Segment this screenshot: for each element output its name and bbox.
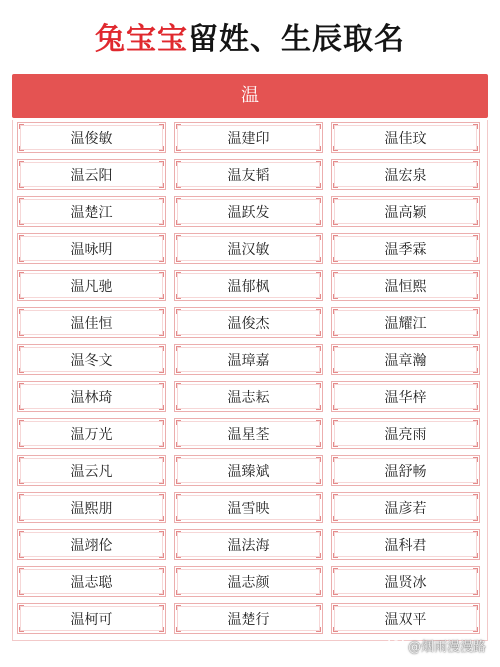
name-text: 温志耘: [227, 389, 270, 406]
name-cell: [174, 529, 323, 560]
corner-ornament: [176, 457, 181, 462]
name-cell: [331, 196, 480, 227]
corner-ornament: [316, 161, 321, 166]
corner-ornament: [316, 479, 321, 484]
name-text: 温志聪: [70, 574, 113, 591]
page-title: [0, 18, 500, 62]
corner-ornament: [176, 124, 181, 129]
corner-ornament: [473, 198, 478, 203]
name-text: 温双平: [384, 611, 427, 628]
corner-ornament: [473, 272, 478, 277]
name-grid: [12, 120, 488, 641]
corner-ornament: [159, 516, 164, 521]
corner-ornament: [316, 368, 321, 373]
corner-ornament: [333, 553, 338, 558]
corner-ornament: [159, 220, 164, 225]
name-text: 温璋嘉: [227, 352, 270, 369]
corner-ornament: [473, 146, 478, 151]
name-text: 温凡驰: [70, 278, 113, 295]
title-brand: 兔宝宝: [95, 22, 188, 57]
corner-ornament: [316, 198, 321, 203]
name-text: 温贤冰: [384, 574, 427, 591]
name-cell: [17, 270, 166, 301]
corner-ornament: [473, 420, 478, 425]
corner-ornament: [159, 457, 164, 462]
corner-ornament: [176, 272, 181, 277]
corner-ornament: [176, 161, 181, 166]
name-cell: [17, 381, 166, 412]
name-text: 温雪映: [227, 500, 270, 517]
corner-ornament: [473, 309, 478, 314]
name-cell: [17, 455, 166, 486]
corner-ornament: [159, 568, 164, 573]
name-cell: [174, 381, 323, 412]
corner-ornament: [333, 605, 338, 610]
corner-ornament: [19, 420, 24, 425]
corner-ornament: [333, 516, 338, 521]
corner-ornament: [316, 383, 321, 388]
corner-ornament: [316, 605, 321, 610]
corner-ornament: [19, 198, 24, 203]
name-cell: [17, 307, 166, 338]
name-cell: [331, 159, 480, 190]
corner-ornament: [159, 383, 164, 388]
name-text: 温章瀚: [384, 352, 427, 369]
name-cell: [174, 603, 323, 634]
name-text: 温楚行: [227, 611, 270, 628]
corner-ornament: [176, 627, 181, 632]
corner-ornament: [176, 605, 181, 610]
corner-ornament: [473, 220, 478, 225]
name-cell: [174, 196, 323, 227]
name-cell: [174, 233, 323, 264]
corner-ornament: [473, 294, 478, 299]
corner-ornament: [19, 146, 24, 151]
corner-ornament: [176, 479, 181, 484]
corner-ornament: [333, 590, 338, 595]
corner-ornament: [316, 146, 321, 151]
corner-ornament: [316, 294, 321, 299]
name-text: 温志颜: [227, 574, 270, 591]
corner-ornament: [473, 531, 478, 536]
corner-ornament: [159, 161, 164, 166]
corner-ornament: [473, 627, 478, 632]
corner-ornament: [316, 420, 321, 425]
corner-ornament: [316, 590, 321, 595]
corner-ornament: [19, 161, 24, 166]
corner-ornament: [159, 331, 164, 336]
name-text: 温臻斌: [227, 463, 270, 480]
name-text: 温跃发: [227, 204, 270, 221]
corner-ornament: [316, 457, 321, 462]
corner-ornament: [159, 294, 164, 299]
corner-ornament: [333, 294, 338, 299]
corner-ornament: [19, 235, 24, 240]
corner-ornament: [176, 405, 181, 410]
corner-ornament: [19, 368, 24, 373]
name-cell: [174, 566, 323, 597]
corner-ornament: [316, 627, 321, 632]
corner-ornament: [333, 235, 338, 240]
corner-ornament: [19, 494, 24, 499]
corner-ornament: [473, 331, 478, 336]
corner-ornament: [19, 516, 24, 521]
name-cell: [17, 196, 166, 227]
name-text: 温亮雨: [384, 426, 427, 443]
corner-ornament: [333, 479, 338, 484]
corner-ornament: [473, 590, 478, 595]
corner-ornament: [316, 331, 321, 336]
name-cell: [174, 344, 323, 375]
corner-ornament: [333, 531, 338, 536]
name-cell: [331, 270, 480, 301]
corner-ornament: [473, 516, 478, 521]
corner-ornament: [333, 383, 338, 388]
name-cell: [17, 603, 166, 634]
corner-ornament: [159, 442, 164, 447]
corner-ornament: [176, 420, 181, 425]
corner-ornament: [316, 568, 321, 573]
name-text: 温万光: [70, 426, 113, 443]
corner-ornament: [473, 183, 478, 188]
name-text: 温高颖: [384, 204, 427, 221]
corner-ornament: [176, 183, 181, 188]
name-cell: [174, 492, 323, 523]
name-cell: [17, 566, 166, 597]
corner-ornament: [176, 257, 181, 262]
corner-ornament: [159, 124, 164, 129]
watermark: [388, 635, 486, 655]
corner-ornament: [19, 383, 24, 388]
corner-ornament: [159, 531, 164, 536]
corner-ornament: [333, 146, 338, 151]
corner-ornament: [316, 494, 321, 499]
name-text: 温华梓: [384, 389, 427, 406]
corner-ornament: [19, 442, 24, 447]
corner-ornament: [316, 346, 321, 351]
corner-ornament: [333, 494, 338, 499]
corner-ornament: [19, 220, 24, 225]
corner-ornament: [333, 457, 338, 462]
corner-ornament: [159, 590, 164, 595]
corner-ornament: [176, 294, 181, 299]
corner-ornament: [176, 146, 181, 151]
corner-ornament: [19, 531, 24, 536]
corner-ornament: [159, 368, 164, 373]
corner-ornament: [176, 442, 181, 447]
corner-ornament: [176, 553, 181, 558]
name-text: 温建印: [227, 130, 270, 147]
name-text: 温云凡: [70, 463, 113, 480]
corner-ornament: [333, 368, 338, 373]
corner-ornament: [333, 420, 338, 425]
corner-ornament: [316, 309, 321, 314]
corner-ornament: [333, 272, 338, 277]
name-text: 温佳玟: [384, 130, 427, 147]
corner-ornament: [473, 479, 478, 484]
name-cell: [331, 381, 480, 412]
corner-ornament: [473, 605, 478, 610]
name-text: 温冬文: [70, 352, 113, 369]
corner-ornament: [316, 183, 321, 188]
corner-ornament: [19, 590, 24, 595]
corner-ornament: [333, 331, 338, 336]
corner-ornament: [473, 568, 478, 573]
name-text: 温季霖: [384, 241, 427, 258]
corner-ornament: [159, 553, 164, 558]
name-text: 温星荃: [227, 426, 270, 443]
name-text: 温云阳: [70, 167, 113, 184]
name-cell: [17, 159, 166, 190]
corner-ornament: [176, 309, 181, 314]
corner-ornament: [333, 568, 338, 573]
corner-ornament: [176, 590, 181, 595]
corner-ornament: [316, 405, 321, 410]
corner-ornament: [473, 257, 478, 262]
name-text: 温熙朋: [70, 500, 113, 517]
corner-ornament: [473, 553, 478, 558]
corner-ornament: [159, 494, 164, 499]
name-cell: [174, 270, 323, 301]
corner-ornament: [473, 161, 478, 166]
corner-ornament: [176, 494, 181, 499]
name-cell: [331, 122, 480, 153]
title-rest: 留姓、生辰取名: [188, 22, 405, 57]
name-text: 温柯可: [70, 611, 113, 628]
name-cell: [17, 233, 166, 264]
name-cell: [174, 418, 323, 449]
name-text: 温郁枫: [227, 278, 270, 295]
corner-ornament: [176, 198, 181, 203]
corner-ornament: [19, 257, 24, 262]
name-text: 温科君: [384, 537, 427, 554]
name-text: 温佳恒: [70, 315, 113, 332]
name-cell: [17, 492, 166, 523]
camera-icon: [388, 635, 404, 655]
corner-ornament: [473, 235, 478, 240]
corner-ornament: [316, 272, 321, 277]
name-text: 温咏明: [70, 241, 113, 258]
corner-ornament: [176, 235, 181, 240]
corner-ornament: [19, 457, 24, 462]
name-text: 温彦若: [384, 500, 427, 517]
corner-ornament: [316, 442, 321, 447]
corner-ornament: [19, 272, 24, 277]
corner-ornament: [159, 605, 164, 610]
corner-ornament: [176, 368, 181, 373]
corner-ornament: [333, 405, 338, 410]
corner-ornament: [19, 124, 24, 129]
corner-ornament: [159, 309, 164, 314]
corner-ornament: [176, 220, 181, 225]
corner-ornament: [333, 198, 338, 203]
corner-ornament: [159, 235, 164, 240]
corner-ornament: [19, 405, 24, 410]
name-cell: [331, 566, 480, 597]
corner-ornament: [473, 405, 478, 410]
corner-ornament: [316, 124, 321, 129]
name-cell: [331, 418, 480, 449]
corner-ornament: [159, 198, 164, 203]
corner-ornament: [473, 383, 478, 388]
corner-ornament: [19, 568, 24, 573]
name-text: 温友韬: [227, 167, 270, 184]
surname-header: 温: [12, 74, 488, 118]
corner-ornament: [176, 516, 181, 521]
corner-ornament: [333, 309, 338, 314]
corner-ornament: [316, 220, 321, 225]
corner-ornament: [159, 405, 164, 410]
corner-ornament: [473, 368, 478, 373]
name-text: 温俊杰: [227, 315, 270, 332]
corner-ornament: [159, 257, 164, 262]
name-text: 温楚江: [70, 204, 113, 221]
name-cell: [331, 344, 480, 375]
corner-ornament: [159, 479, 164, 484]
name-cell: [331, 233, 480, 264]
name-text: 温俊敏: [70, 130, 113, 147]
corner-ornament: [333, 183, 338, 188]
corner-ornament: [473, 442, 478, 447]
corner-ornament: [159, 146, 164, 151]
name-cell: [17, 418, 166, 449]
corner-ornament: [19, 479, 24, 484]
name-cell: [331, 529, 480, 560]
name-cell: [331, 307, 480, 338]
corner-ornament: [19, 605, 24, 610]
corner-ornament: [333, 220, 338, 225]
corner-ornament: [176, 568, 181, 573]
corner-ornament: [176, 383, 181, 388]
name-text: 温林琦: [70, 389, 113, 406]
name-text: 温耀江: [384, 315, 427, 332]
corner-ornament: [176, 331, 181, 336]
corner-ornament: [316, 553, 321, 558]
corner-ornament: [316, 516, 321, 521]
corner-ornament: [333, 346, 338, 351]
corner-ornament: [316, 235, 321, 240]
corner-ornament: [333, 257, 338, 262]
corner-ornament: [316, 257, 321, 262]
corner-ornament: [159, 183, 164, 188]
corner-ornament: [159, 627, 164, 632]
name-cell: [17, 344, 166, 375]
corner-ornament: [176, 346, 181, 351]
corner-ornament: [473, 494, 478, 499]
name-cell: [174, 307, 323, 338]
corner-ornament: [316, 531, 321, 536]
corner-ornament: [19, 346, 24, 351]
name-cell: [331, 492, 480, 523]
name-cell: [17, 122, 166, 153]
name-text: 温汉敏: [227, 241, 270, 258]
corner-ornament: [19, 294, 24, 299]
corner-ornament: [333, 161, 338, 166]
corner-ornament: [19, 553, 24, 558]
corner-ornament: [473, 457, 478, 462]
corner-ornament: [159, 420, 164, 425]
name-cell: [17, 529, 166, 560]
name-text: 温恒熙: [384, 278, 427, 295]
corner-ornament: [333, 124, 338, 129]
corner-ornament: [473, 124, 478, 129]
name-cell: [331, 455, 480, 486]
name-cell: [174, 159, 323, 190]
corner-ornament: [176, 531, 181, 536]
corner-ornament: [333, 627, 338, 632]
corner-ornament: [159, 272, 164, 277]
name-cell: [174, 122, 323, 153]
name-text: 温翊伦: [70, 537, 113, 554]
corner-ornament: [19, 309, 24, 314]
name-cell: [331, 603, 480, 634]
corner-ornament: [159, 346, 164, 351]
watermark-text: @烟雨漫漫路: [407, 639, 486, 655]
corner-ornament: [19, 627, 24, 632]
corner-ornament: [333, 442, 338, 447]
corner-ornament: [473, 346, 478, 351]
corner-ornament: [19, 331, 24, 336]
name-cell: [174, 455, 323, 486]
corner-ornament: [19, 183, 24, 188]
name-text: 温宏泉: [384, 167, 427, 184]
name-text: 温法海: [227, 537, 270, 554]
name-text: 温舒畅: [384, 463, 427, 480]
